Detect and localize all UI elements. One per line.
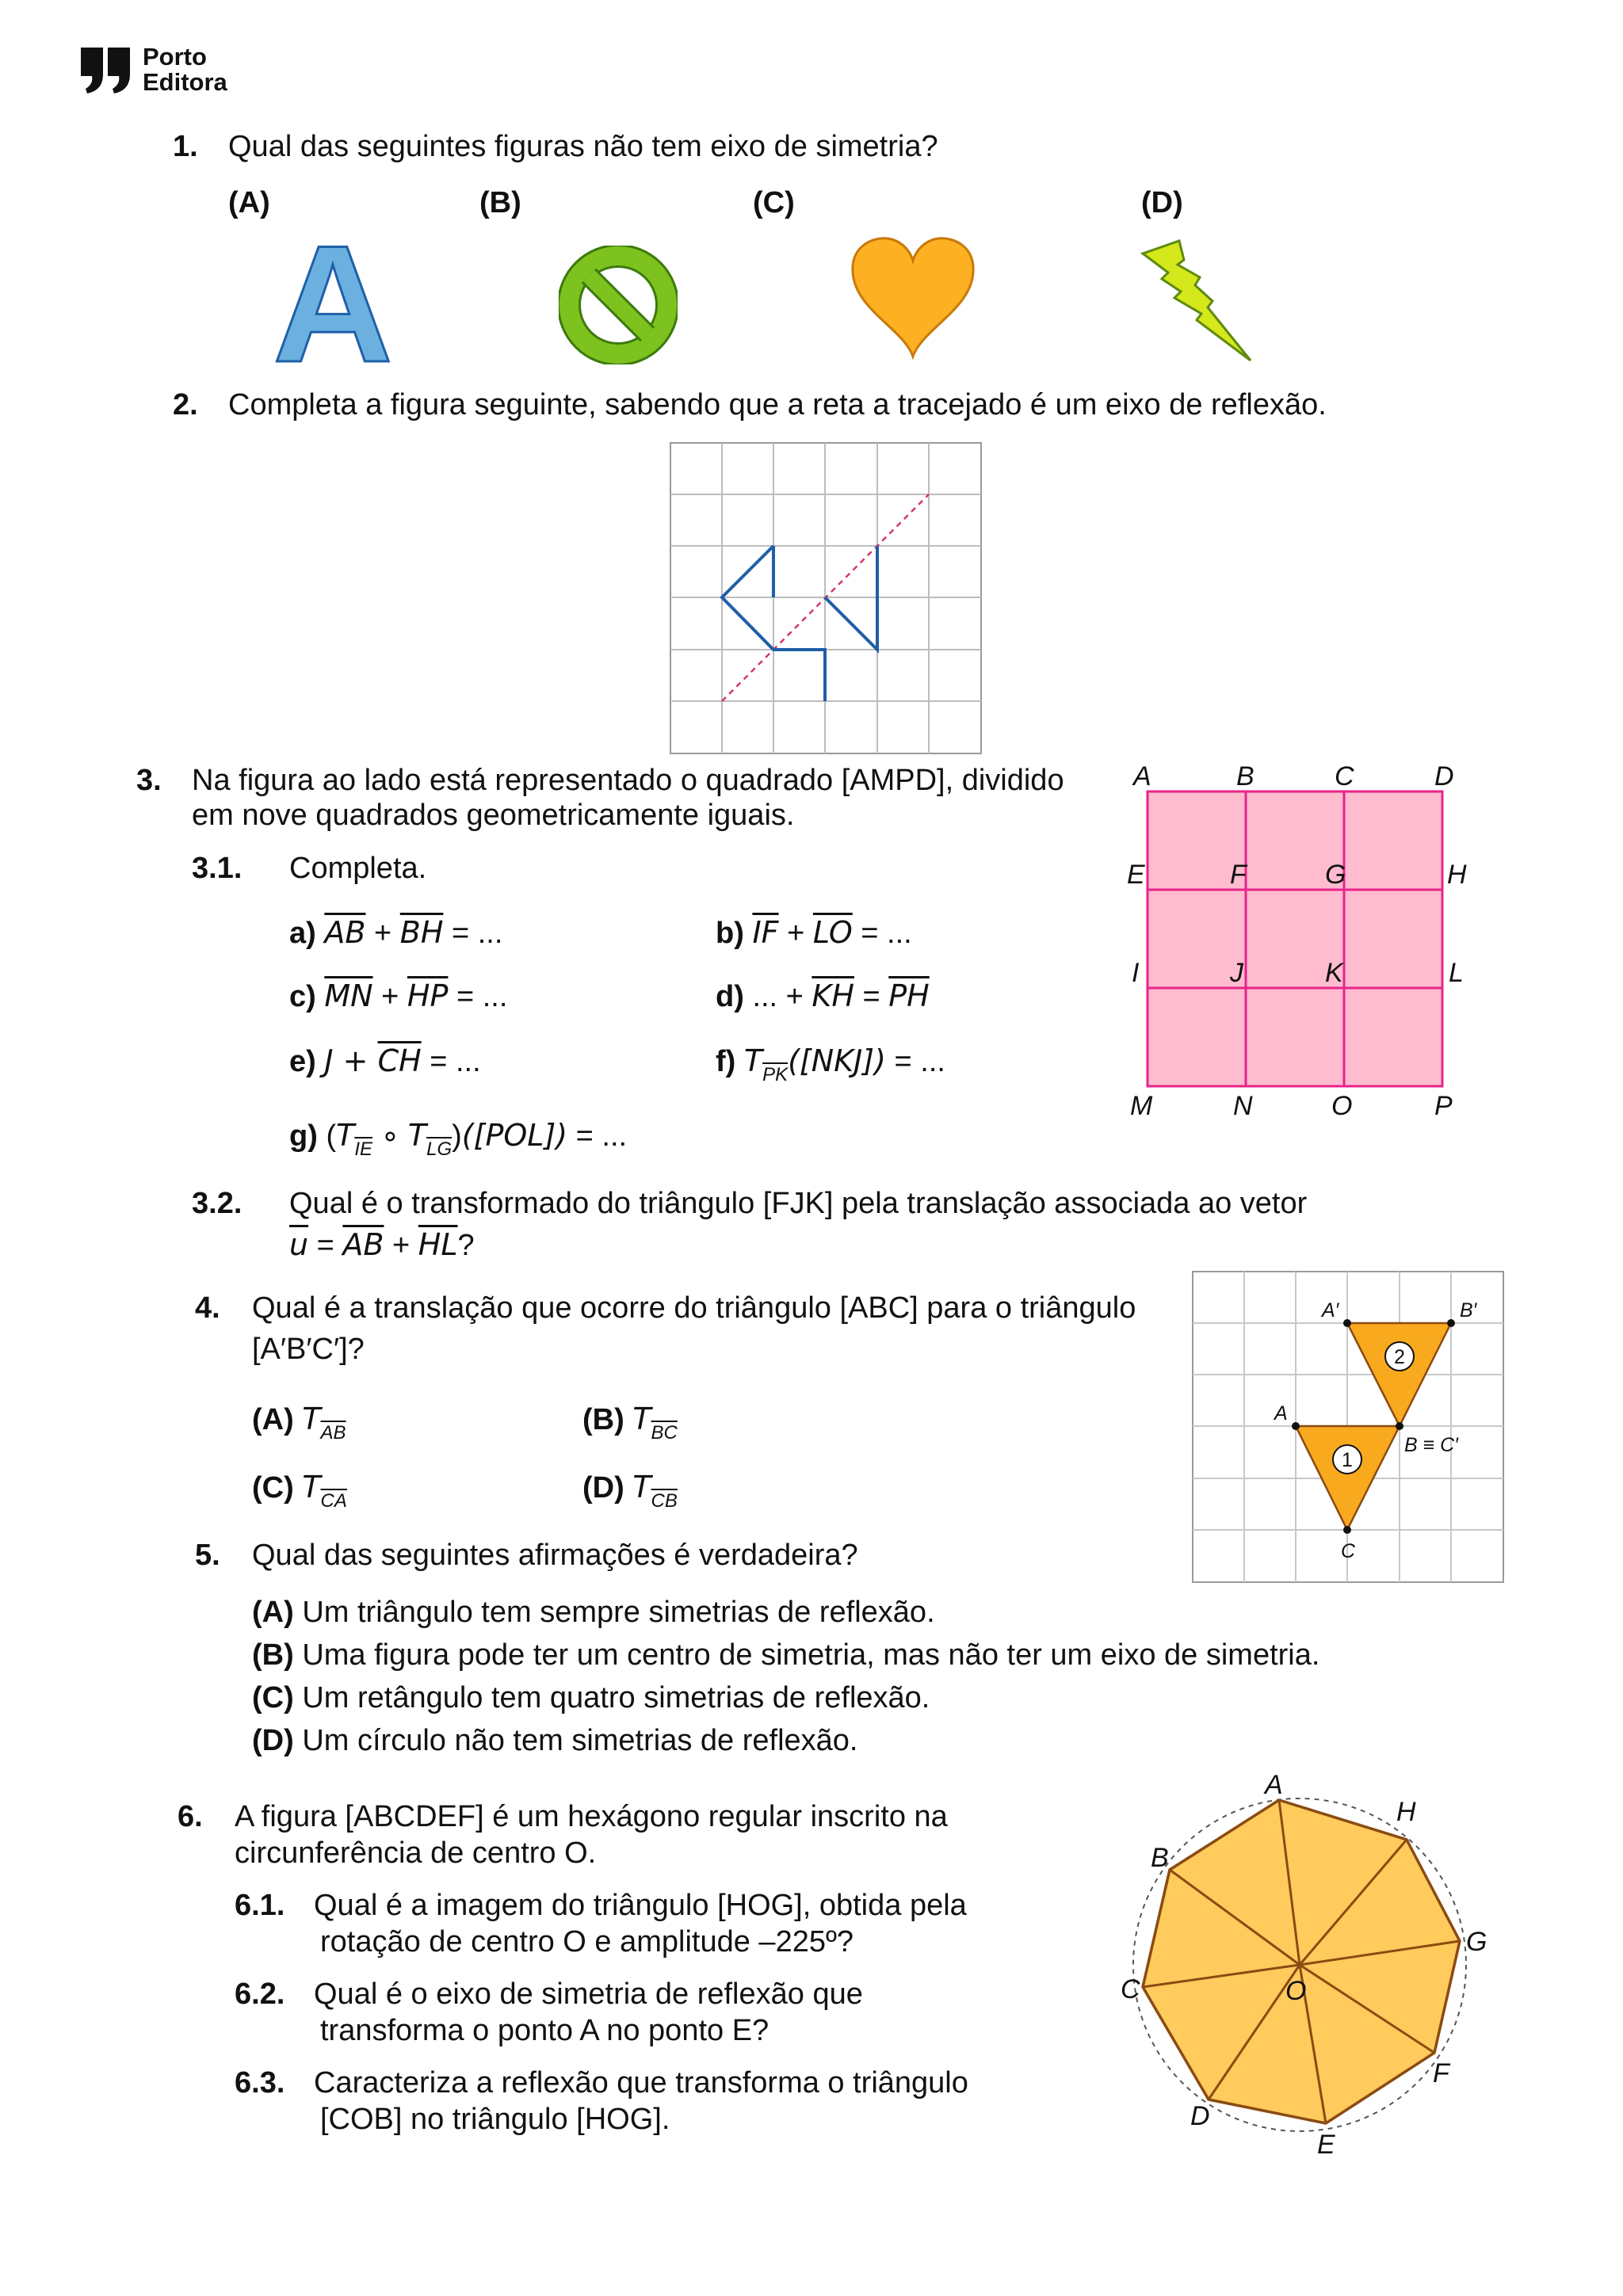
item-f-tail: = ... [885,1045,945,1078]
q3-text-line1: Na figura ao lado está representado o quadrado [AMPD], dividido [192,764,1064,797]
q6-text-line2: circunferência de centro O. [235,1836,597,1870]
label-A: A [1133,761,1151,791]
q2-text: Completa a figura seguinte, sabendo que a reta a tracejado é um eixo de reflexão. [228,388,1327,421]
q4-label-c: C [1341,1540,1356,1562]
q1-number: 1. [173,130,198,163]
q5-option-c-text: Um retângulo tem quatro simetrias de reflexão. [302,1681,930,1714]
label-I: I [1132,958,1140,988]
label-C: C [1335,761,1354,791]
q3-2-eq: = [308,1229,343,1262]
q1-figure-prohibited-sign-icon [559,246,678,364]
item-d-head: ... + [752,980,812,1013]
q4-label-t2: 2 [1394,1346,1405,1368]
item-g-arg: ([POL]) [461,1118,568,1153]
item-e-label: e) [289,1045,316,1078]
q1-option-c: (C) [753,186,795,219]
q5-option-a-label: (A) [252,1596,294,1629]
q5-number: 5. [195,1539,220,1572]
vector-hp: $\overline{HP}$ [407,978,449,1013]
label-F: F [1230,860,1247,890]
q4-option-c-sub: CA [320,1490,347,1512]
q6-label-o: O [1285,1976,1307,2006]
q3-1-number: 3.1. [192,852,242,885]
q4-option-a-sub: AB [320,1422,346,1444]
item-c-label: c) [289,980,316,1013]
q4-option-d-sub: CB [651,1490,678,1512]
label-K: K [1325,958,1343,988]
q4-option-a-label: (A) [252,1403,294,1436]
q4-label-bc: B ≡ C′ [1404,1434,1458,1456]
q5-option-a [252,1594,935,1630]
q6-label-c: C [1121,1974,1140,2004]
q6-label-b: B [1151,1843,1169,1873]
q1-figure-a-letter [262,238,404,364]
item-g-t2: T [407,1118,427,1153]
logo-line2: Editora [143,68,227,96]
q4-option-b-t: T [632,1402,651,1436]
item-g-tail: = ... [567,1119,628,1153]
item-a-label: a) [289,917,316,950]
q6-label-f: F [1433,2058,1449,2088]
q6-1-line1: Qual é a imagem do triângulo [HOG], obtida pela [314,1889,967,1922]
label-M: M [1130,1091,1153,1121]
q3-2-tail: ? [457,1229,475,1262]
vector-bh: $\overline{BH}$ [399,915,444,950]
item-d-mid: = [854,980,889,1013]
q6-label-g: G [1466,1927,1487,1957]
item-b-label: b) [716,917,744,950]
q4-label-t1: 1 [1342,1449,1353,1471]
q4-option-c-t: T [302,1470,321,1505]
q1-figure-heart-icon [848,234,979,360]
q4-label-b1: B′ [1460,1299,1477,1322]
q6-text-line1: A figura [ABCDEF] é um hexágono regular inscrito na [235,1800,948,1833]
q6-label-d: D [1190,2101,1210,2131]
label-L: L [1449,958,1464,988]
q6-2-number: 6.2. [235,1978,285,2011]
item-g-op: ∘ [372,1119,408,1153]
q3-2-vector-eq: $\overline{u} = \overline{AB} + \overline{HL}$? [289,1227,475,1262]
vector-ph: $\overline{PH}$ [888,978,930,1013]
q6-3-line2: [COB] no triângulo [HOG]. [320,2103,670,2136]
q6-3-line1: Caracteriza a reflexão que transforma o triângulo [314,2066,968,2100]
q4-label-a1: A′ [1322,1299,1339,1322]
q5-option-c [252,1680,930,1716]
q4-option-b-sub: BC [651,1422,678,1444]
q6-number: 6. [178,1800,203,1833]
label-H: H [1447,860,1467,890]
q3-1-item-g: g) ($T_{\overline{IE}}$ ∘ $T_{\overline{LG}})([POL])$ = ... [289,1118,628,1160]
q3-2-text: Qual é o transformado do triângulo [FJK] pela translação associada ao vetor [289,1187,1308,1220]
q4-text-line1: Qual é a translação que ocorre do triângulo [ABC] para o triângulo [252,1291,1136,1325]
vector-u: $\overline{u}$ [289,1227,309,1262]
q5-option-a-text: Um triângulo tem sempre simetrias de reflexão. [302,1596,935,1629]
vector-ab-2: $\overline{AB}$ [342,1227,384,1262]
item-d-label: d) [716,980,744,1013]
item-e-tail: = ... [421,1045,481,1078]
q3-text-line2: em nove quadrados geometricamente iguais. [192,799,795,832]
q3-1-item-a: a) $\overline{AB} + \overline{BH}$ = ... [289,915,503,950]
q2-number: 2. [173,388,198,421]
item-f-arg: ([NKJ]) [788,1043,886,1078]
q4-option-a-t: T [302,1402,321,1436]
q5-option-d-label: (D) [252,1724,294,1757]
label-B: B [1236,761,1254,791]
logo-line1: Porto [143,43,207,71]
vector-lo: $\overline{LO}$ [812,915,853,950]
q3-1-item-d [716,978,930,1015]
label-E: E [1127,860,1145,890]
vector-ab: $\overline{AB}$ [324,915,366,950]
label-J: J [1230,958,1243,988]
q3-number: 3. [136,764,162,797]
q5-option-d [252,1722,857,1759]
q6-2-line1: Qual é o eixo de simetria de reflexão que [314,1978,863,2011]
q6-2-line2: transforma o ponto A no ponto E? [320,2014,769,2047]
q1-text: Qual das seguintes figuras não tem eixo de simetria? [228,130,938,163]
q6-label-h: H [1396,1797,1416,1827]
q4-option-c-label: (C) [252,1471,294,1505]
label-N: N [1233,1091,1253,1121]
q1-option-b: (B) [479,186,521,219]
item-a-tail: = ... [443,917,503,950]
q5-option-b [252,1637,1319,1673]
item-e-head: J + [324,1043,378,1078]
item-f-t: T [743,1043,763,1078]
q3-1-item-e [289,1043,481,1080]
q5-option-d-text: Um círculo não tem simetrias de reflexão. [302,1724,858,1757]
label-O: O [1331,1091,1353,1121]
q4-label-a: A [1274,1402,1288,1425]
q4-option-b-label: (B) [582,1403,624,1436]
q1-option-d: (D) [1141,186,1183,219]
q2-grid-figure [670,442,982,754]
q3-1-item-f [716,1043,945,1093]
item-c-tail: = ... [448,980,508,1013]
q4-option-d-t: T [632,1470,651,1505]
q6-1-number: 6.1. [235,1889,285,1922]
item-g-label: g) [289,1119,318,1153]
item-g-sub1: IE [354,1138,372,1160]
q1-figure-lightning-icon [1140,238,1258,364]
q3-1-item-c: c) $\overline{MN} + \overline{HP}$ = ... [289,978,508,1013]
q4-number: 4. [195,1291,220,1325]
item-g-t1: T [336,1118,355,1153]
item-b-tail: = ... [852,917,912,950]
q6-polygon-figure [1109,1775,1490,2155]
vector-mn: $\overline{MN}$ [324,978,373,1013]
q4-text-line2: [A′B′C′]? [252,1333,365,1366]
q1-letter-a-text: A [273,238,393,364]
q4-option-a [252,1401,346,1451]
vector-ch: $\overline{CH}$ [377,1043,422,1078]
q4-triangle-grid-figure [1192,1271,1504,1583]
label-D: D [1434,761,1454,791]
vector-kh: $\overline{KH}$ [812,978,854,1013]
q4-option-d-label: (D) [582,1471,624,1505]
item-g-sub2: LG [426,1138,453,1160]
q3-1-item-b: b) $\overline{IF} + \overline{LO}$ = ... [716,915,912,950]
q4-option-d [582,1469,678,1520]
q3-1-text: Completa. [289,852,427,885]
q5-text: Qual das seguintes afirmações é verdadeira? [252,1539,858,1572]
q6-1-line2: rotação de centro O e amplitude –225º? [320,1925,854,1958]
q5-option-b-label: (B) [252,1638,294,1672]
q6-3-number: 6.3. [235,2066,285,2100]
q6-label-e: E [1317,2130,1335,2155]
vector-hl: $\overline{HL}$ [418,1227,458,1262]
q1-option-a: (A) [228,186,270,219]
q4-option-c [252,1469,347,1520]
q3-square-figure [1109,757,1474,1121]
label-P: P [1434,1091,1453,1121]
publisher-logo [79,44,238,97]
vector-if: $\overline{IF}$ [752,915,779,950]
q3-2-number: 3.2. [192,1187,242,1220]
logo-mark-icon [79,46,135,95]
q5-option-b-text: Uma figura pode ter um centro de simetria, mas não ter um eixo de simetria. [302,1638,1320,1672]
q4-option-b [582,1401,678,1451]
q6-label-a: A [1265,1775,1283,1800]
item-f-label: f) [716,1045,736,1078]
label-G: G [1325,860,1346,890]
q5-option-c-label: (C) [252,1681,294,1714]
item-f-sub: PK [762,1064,789,1085]
